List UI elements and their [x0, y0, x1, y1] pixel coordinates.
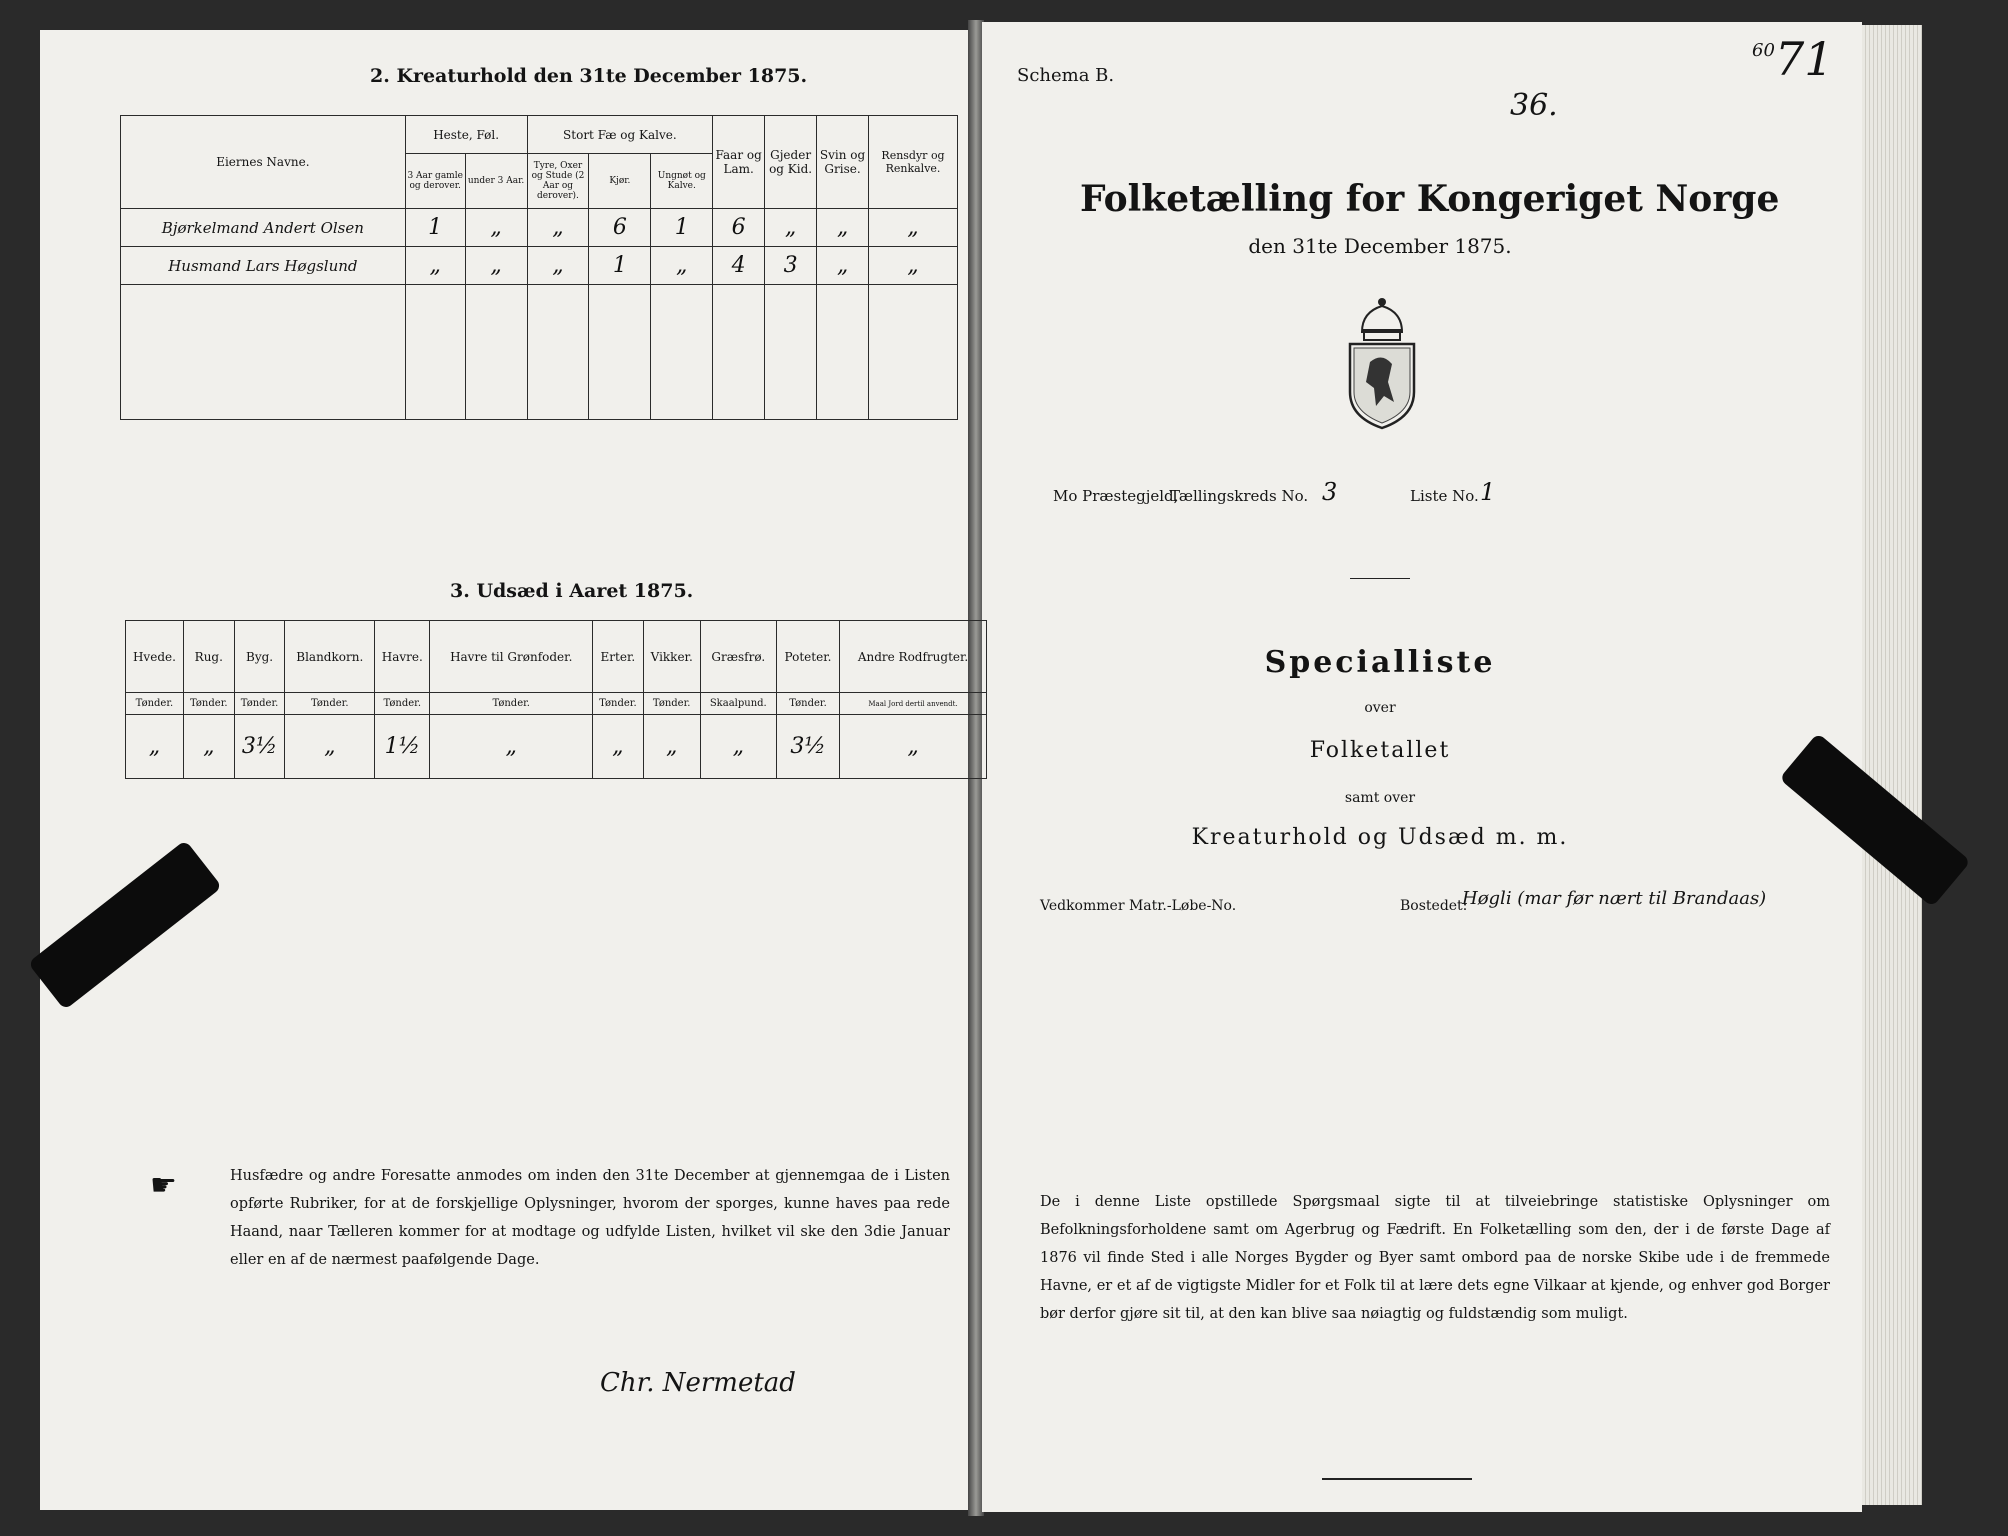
- matr-label: Vedkommer Matr.-Løbe-No.: [1040, 898, 1237, 914]
- parish-label: Mo Præstegjeld,: [1053, 487, 1179, 505]
- sowing-table: [125, 620, 987, 779]
- rye-header: Rug.: [183, 621, 234, 693]
- cell: „: [817, 247, 869, 285]
- fodder-oats-header: Havre til Grønfoder.: [430, 621, 593, 693]
- list-value: 1: [1480, 478, 1496, 506]
- potatoes-header: Poteter.: [776, 621, 839, 693]
- unit-cell: Tønder.: [643, 693, 700, 715]
- page-edges: [1862, 25, 1922, 1505]
- sheep-header: Faar og Lam.: [713, 116, 765, 209]
- cell: „: [430, 715, 593, 779]
- reindeer-header: Rensdyr og Renkalve.: [869, 116, 958, 209]
- cell: „: [527, 247, 589, 285]
- cell: „: [643, 715, 700, 779]
- cell: „: [869, 247, 958, 285]
- wheat-header: Hvede.: [126, 621, 184, 693]
- table-row: [121, 247, 958, 285]
- unit-cell: Maal Jord dertil anvendt.: [840, 693, 987, 715]
- cell: „: [840, 715, 987, 779]
- district-value: 3: [1322, 478, 1338, 506]
- livestock-table: [120, 115, 958, 420]
- owner-name: Bjørkelmand Andert Olsen: [121, 209, 406, 247]
- cell: 1½: [375, 715, 430, 779]
- table-row: [121, 209, 958, 247]
- unit-cell: Tønder.: [592, 693, 643, 715]
- district-label: Tællingskreds No.: [1170, 487, 1309, 505]
- cell: 6: [713, 209, 765, 247]
- kreaturhold-text: Kreaturhold og Udsæd m. m.: [1191, 825, 1569, 850]
- corner-number-large: 71: [1775, 32, 1834, 86]
- cell: „: [183, 715, 234, 779]
- cell: 1: [589, 247, 651, 285]
- cell: 3: [765, 247, 817, 285]
- young-cattle-header: Ungnøt og Kalve.: [651, 154, 713, 209]
- owner-name: Husmand Lars Høgslund: [121, 247, 406, 285]
- bosted-value: Høgli (mar før nært til Brandaas): [1462, 888, 1767, 909]
- unit-cell: Tønder.: [234, 693, 285, 715]
- cell: 3½: [234, 715, 285, 779]
- goats-header: Gjeder og Kid.: [765, 116, 817, 209]
- cell: „: [126, 715, 184, 779]
- cell: 1: [405, 209, 465, 247]
- cell: 4: [713, 247, 765, 285]
- cell: „: [405, 247, 465, 285]
- cell: „: [592, 715, 643, 779]
- unit-cell: Skaalpund.: [700, 693, 776, 715]
- cell: 6: [589, 209, 651, 247]
- unit-cell: Tønder.: [183, 693, 234, 715]
- bosted-label: Bostedet:: [1400, 898, 1468, 914]
- cell: „: [527, 209, 589, 247]
- over-text: over: [1364, 700, 1396, 716]
- cell: „: [285, 715, 375, 779]
- unit-cell: Tønder.: [285, 693, 375, 715]
- unit-cell: Tønder.: [776, 693, 839, 715]
- cell: „: [765, 209, 817, 247]
- table-row-empty: [121, 285, 958, 420]
- signature: Chr. Nermetad: [600, 1368, 796, 1398]
- cell: „: [465, 247, 527, 285]
- cell: „: [651, 247, 713, 285]
- peas-header: Erter.: [592, 621, 643, 693]
- cows-header: Kjør.: [589, 154, 651, 209]
- cell: 1: [651, 209, 713, 247]
- unit-cell: Tønder.: [430, 693, 593, 715]
- divider: [1350, 578, 1410, 579]
- bulls-header: Tyre, Oxer og Stude (2 Aar og derover).: [527, 154, 589, 209]
- horses-3yr-header: 3 Aar gamle og derover.: [405, 154, 465, 209]
- mixed-grain-header: Blandkorn.: [285, 621, 375, 693]
- table-row: [126, 715, 987, 779]
- cell: „: [869, 209, 958, 247]
- oats-header: Havre.: [375, 621, 430, 693]
- norwegian-coat-of-arms-icon: [1342, 292, 1422, 432]
- root-crops-header: Andre Rodfrugter.: [840, 621, 987, 693]
- info-paragraph: De i denne Liste opstillede Spørgsmaal sigte til at tilveiebringe statistiske Oplysninger om Befolkningsforholdene samt om Agerbrug og Fædrift. En Folketælling som den, der i de første Dage af 1876 vil finde Sted i alle Norges Bygder og Byer samt ombord paa de norske Skibe ude i de fremmede Havne, er et af de vigtigste Midler for et Folk til at lære dets egne Vilkaar at kjende, og enhver god Borger bør derfor gjøre sit til, at den kan blive saa nøiagtig og fuldstændig som muligt.: [1040, 1194, 1830, 1322]
- unit-cell: Tønder.: [375, 693, 430, 715]
- list-label: Liste No.: [1410, 487, 1479, 505]
- unit-cell: Tønder.: [126, 693, 184, 715]
- section2-title: 2. Kreaturhold den 31te December 1875.: [370, 65, 808, 87]
- cell: „: [700, 715, 776, 779]
- section3-title: 3. Udsæd i Aaret 1875.: [450, 580, 694, 602]
- pointing-hand-icon: ☛: [150, 1168, 177, 1203]
- horses-under3-header: under 3 Aar.: [465, 154, 527, 209]
- samt-over-text: samt over: [1344, 790, 1416, 806]
- folio-number: 36.: [1510, 88, 1558, 123]
- cell: 3½: [776, 715, 839, 779]
- grass-seed-header: Græsfrø.: [700, 621, 776, 693]
- cattle-header: Stort Fæ og Kalve.: [527, 116, 713, 154]
- date-line: den 31te December 1875.: [1248, 234, 1512, 258]
- notice-text: Husfædre og andre Foresatte anmodes om inden den 31te December at gjennemgaa de i Listen opførte Rubriker, for at de forskjellige Oplysninger, hvorom der sporges, kunne haves paa rede Haand, naar Tælleren kommer for at modtage og udfylde Listen, hvilket vil ske den 3die Januar eller en af de nærmest paafølgende Dage.: [230, 1168, 950, 1268]
- cell: „: [465, 209, 527, 247]
- vetch-header: Vikker.: [643, 621, 700, 693]
- cell: „: [817, 209, 869, 247]
- corner-number-small: 60: [1752, 40, 1775, 61]
- barley-header: Byg.: [234, 621, 285, 693]
- bottom-divider: [1322, 1478, 1472, 1480]
- main-title: Folketælling for Kongeriget Norge: [1080, 178, 1780, 220]
- pigs-header: Svin og Grise.: [817, 116, 869, 209]
- owner-header: Eiernes Navne.: [121, 116, 406, 209]
- horses-header: Heste, Føl.: [405, 116, 527, 154]
- schema-label: Schema B.: [1017, 65, 1115, 86]
- folketallet-text: Folketallet: [1309, 738, 1451, 763]
- special-list-title: Specialliste: [1264, 645, 1496, 680]
